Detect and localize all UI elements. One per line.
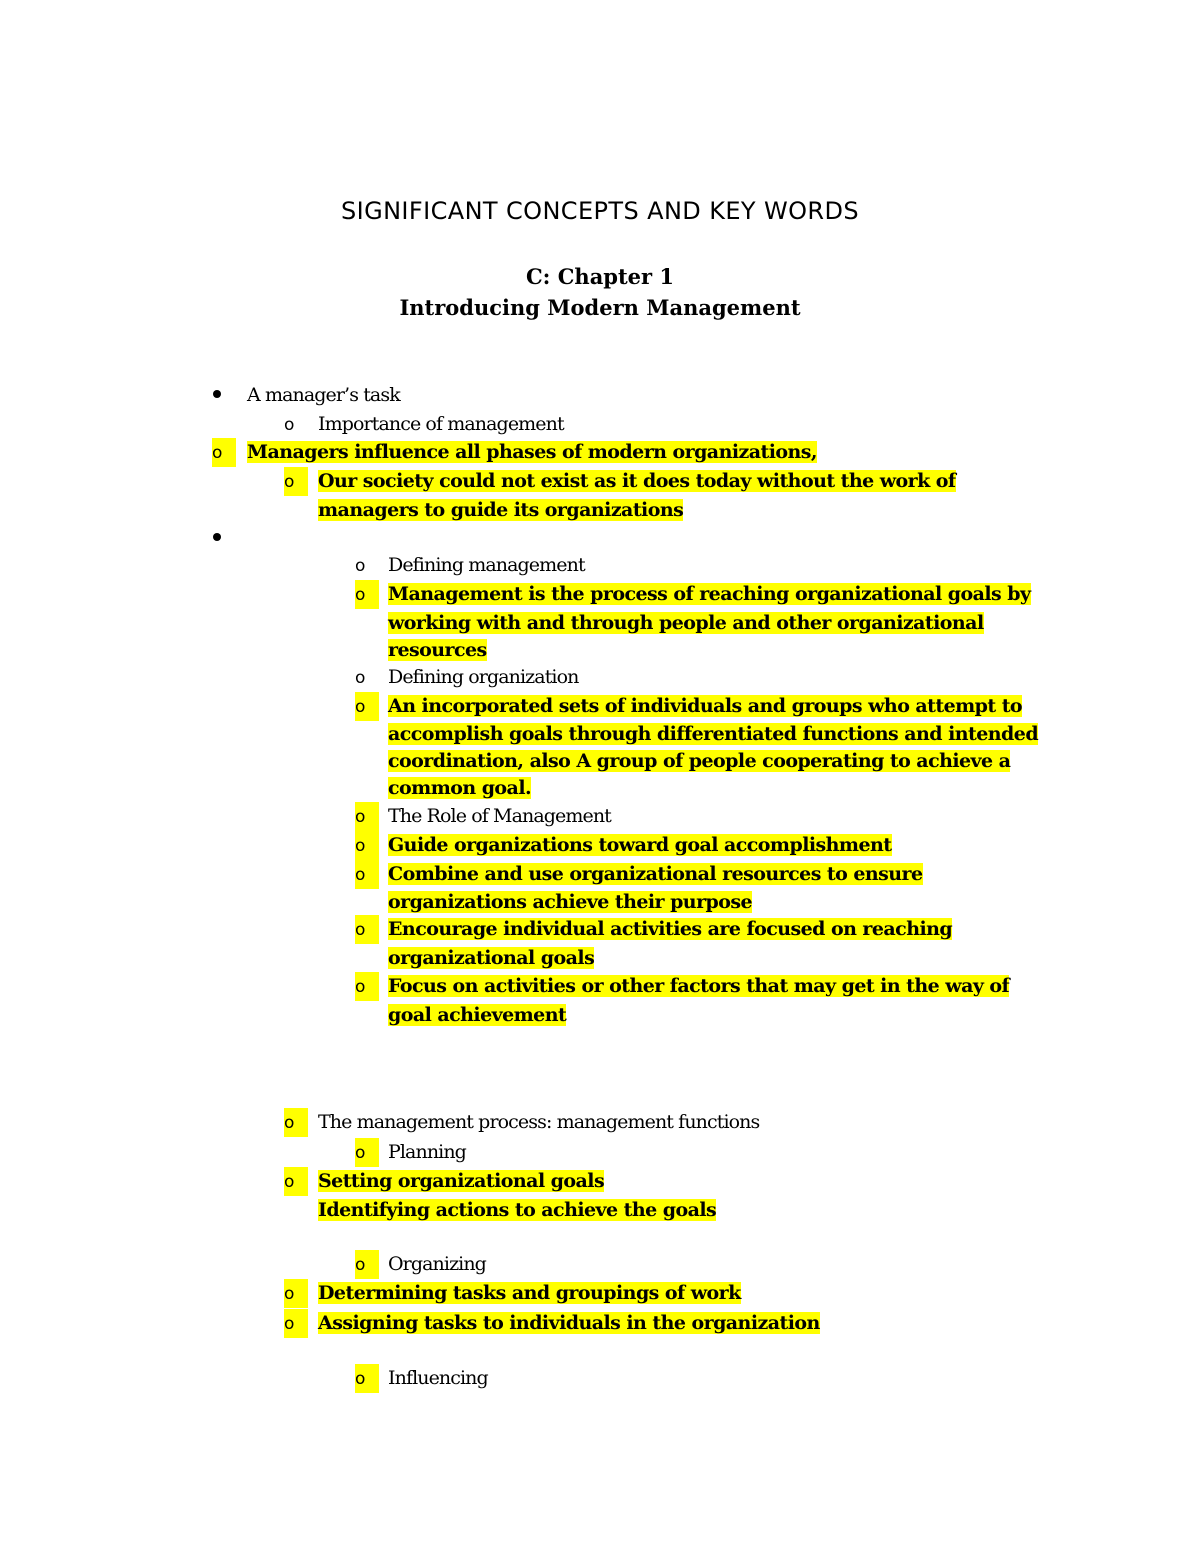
outline-item: Organizing [388,1253,486,1275]
outline-item-continuation: accomplish goals through differentiated functions and intended [388,723,1039,745]
outline-item-continuation: managers to guide its organizations [318,499,684,521]
hollow-bullet-icon: o [284,1108,308,1137]
outline-item: The Role of Management [388,805,611,827]
hollow-bullet-icon: o [355,972,379,1001]
hollow-bullet-icon: o [355,860,379,889]
outline-item: Encourage individual activities are focused on reaching [388,918,953,940]
outline-item: Combine and use organizational resources to ensure [388,863,923,885]
outline-item: Defining organization [388,666,579,688]
hollow-bullet-icon: o [284,1279,308,1308]
outline-item: Focus on activities or other factors that may get in the way of [388,975,1010,997]
outline-item-continuation: organizational goals [388,947,595,969]
hollow-bullet-icon: o [355,831,379,860]
hollow-bullet-icon: o [284,467,308,496]
outline-item: Setting organizational goals [318,1170,605,1192]
outline-item-continuation: goal achievement [388,1004,567,1026]
outline-item-continuation: common goal. [388,777,532,799]
outline-item-continuation: organizations achieve their purpose [388,891,753,913]
hollow-bullet-icon: o [355,1250,379,1279]
outline-item: Managers influence all phases of modern organizations, [247,441,817,463]
outline-item: Planning [388,1141,466,1163]
hollow-bullet-icon: o [355,692,379,721]
outline-item-continuation: resources [388,639,487,661]
outline-item: The management process: management functions [318,1111,760,1133]
hollow-bullet-icon: o [284,1167,308,1196]
hollow-bullet-icon: o [355,556,366,576]
hollow-bullet-icon: o [212,438,236,467]
hollow-bullet-icon: o [355,668,366,688]
hollow-bullet-icon: o [355,1364,379,1393]
hollow-bullet-icon: o [284,1309,308,1338]
hollow-bullet-icon: o [355,915,379,944]
outline-item: Determining tasks and groupings of work [318,1282,741,1304]
bullet-dot-icon [213,390,221,398]
outline-item-continuation: coordination, also A group of people cooperating to achieve a [388,750,1011,772]
outline-item: A manager’s task [247,384,400,406]
bullet-dot-icon [213,533,221,541]
outline-item-continuation: working with and through people and other organizational [388,612,984,634]
outline-item: Importance of management [318,413,564,435]
outline-item: Management is the process of reaching organizational goals by [388,583,1031,605]
outline-item: Assigning tasks to individuals in the organization [318,1312,820,1334]
outline-item: Guide organizations toward goal accomplishment [388,834,892,856]
outline-item-continuation: Identifying actions to achieve the goals [318,1199,717,1221]
outline-item: Our society could not exist as it does today without the work of [318,470,956,492]
outline-item: Influencing [388,1367,488,1389]
hollow-bullet-icon: o [355,580,379,609]
page-title: SIGNIFICANT CONCEPTS AND KEY WORDS [340,197,860,225]
hollow-bullet-icon: o [284,415,295,435]
chapter-subtitle: Introducing Modern Management [399,295,801,320]
outline-item: Defining management [388,554,585,576]
chapter-heading: C: Chapter 1 [525,264,675,289]
outline-item: An incorporated sets of individuals and groups who attempt to [388,695,1023,717]
hollow-bullet-icon: o [355,802,379,831]
hollow-bullet-icon: o [355,1138,379,1167]
